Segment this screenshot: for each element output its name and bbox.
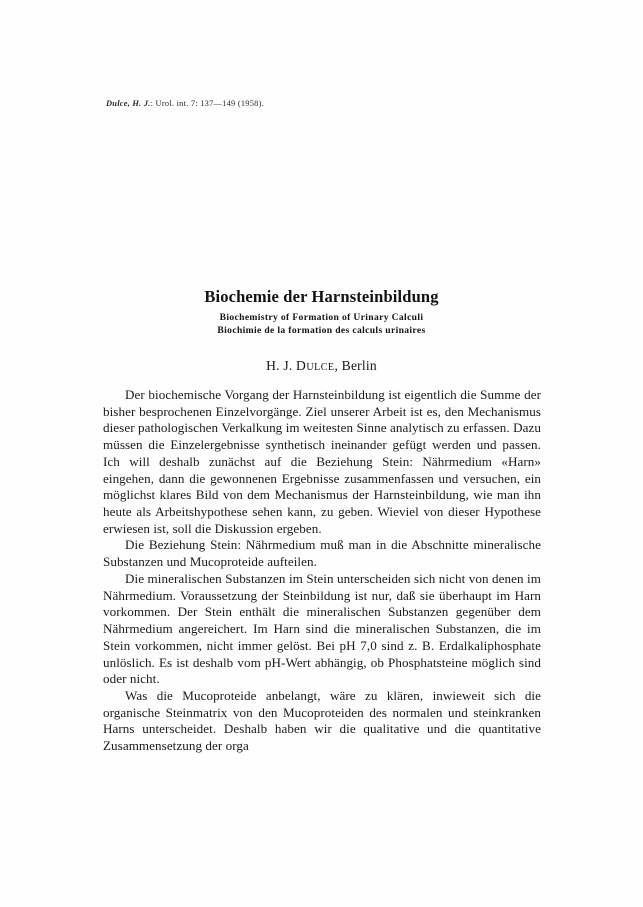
title-subtitles xyxy=(103,312,540,337)
author-surname: Dulce xyxy=(296,358,335,373)
citation-author: Dulce, H. J. xyxy=(106,99,151,108)
running-head-citation xyxy=(106,99,264,108)
title-subtitle-english: Biochemistry of Formation of Urinary Calculi xyxy=(219,311,424,323)
author-initials: H. J. xyxy=(266,358,297,373)
paragraph: Die mineralischen Substanzen im Stein unterscheiden sich nicht von denen im Nährmedium. Voraussetzung der Steinbildung ist nur, daß sie überhaupt im Harn vorkommen. Der Stein enthält die mineralischen Substanzen gegenüber dem Nährmedium angereichert. Im Harn sind die mineralischen Substanzen, die im Stein vorkommen, nicht immer gelöst. Bei pH 7,0 sind z. B. Erdalkaliphosphate unlöslich. Es ist deshalb vom pH-Wert abhängig, ob Phosphatsteine möglich sind oder nicht. xyxy=(103,570,541,687)
title-block xyxy=(103,288,540,337)
body-text xyxy=(103,387,541,755)
citation-reference: : Urol. int. 7: 137—149 (1958). xyxy=(150,99,265,108)
paragraph: Der biochemische Vorgang der Harnsteinbildung ist eigentlich die Summe der bisher besprochenen Einzelvorgänge. Ziel unserer Arbeit ist es, den Mechanismus dieser pathologischen Verkalkung im weitesten Sinne analytisch zu erfassen. Dazu müssen die Einzelergebnisse synthetisch ineinander gefügt werden und passen. Ich will deshalb zunächst auf die Beziehung Stein: Nährmedium «Harn» eingehen, dann die gewonnenen Ergebnisse zusammenfassen und versuchen, ein möglichst klares Bild von dem Mechanismus der Harnsteinbildung, wie man ihn heute als Arbeitshypothese sehen kann, zu geben. Wieviel von dieser Hypothese erwiesen ist, soll die Diskussion ergeben. xyxy=(103,387,541,536)
title-subtitle-french: Biochimie de la formation des calculs urinaires xyxy=(217,324,426,336)
paragraph: Die Beziehung Stein: Nährmedium muß man in die Abschnitte mineralische Substanzen und Mucoproteide aufteilen. xyxy=(103,537,541,570)
paragraph: Was die Mucoproteide anbelangt, wäre zu klären, inwieweit sich die organische Steinmatrix von den Mucoproteiden des normalen und steinkranken Harns unterscheidet. Deshalb haben wir die qualitative und die quantitative Zusammensetzung der orga xyxy=(103,687,541,754)
author-byline xyxy=(103,358,540,374)
author-affiliation: , Berlin xyxy=(334,358,377,373)
page-title: Biochemie der Harnsteinbildung xyxy=(204,287,439,306)
